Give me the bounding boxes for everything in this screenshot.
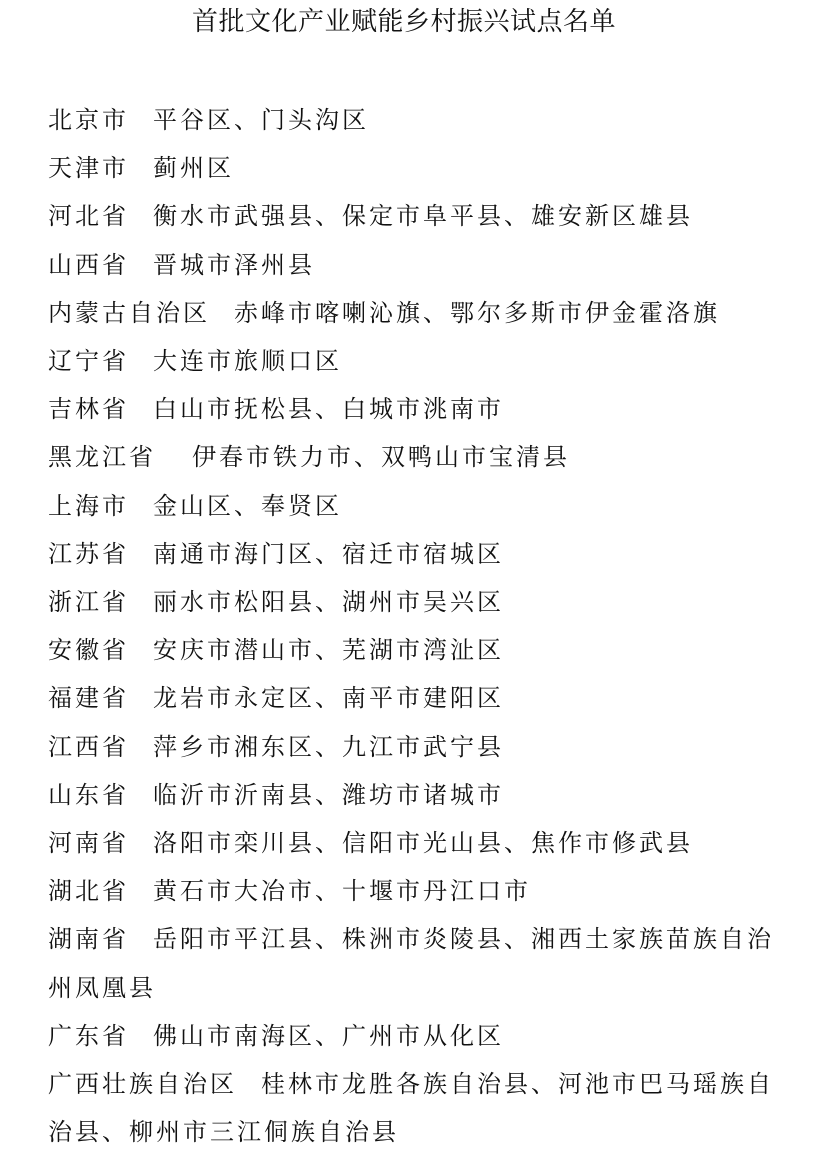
- list-item: [48, 96, 788, 144]
- pilot-places: 平谷区、门头沟区: [153, 106, 369, 134]
- pilot-places: 萍乡市湘东区、九江市武宁县: [153, 732, 504, 761]
- list-item: [48, 626, 788, 674]
- pilot-places: 安庆市潜山市、芜湖市湾沚区: [153, 636, 504, 665]
- pilot-places: 岳阳市平江县、株洲市炎陵县、湘西土家族苗族自治州凤凰县: [48, 925, 774, 1002]
- pilot-places: 佛山市南海区、广州市从化区: [153, 1021, 504, 1050]
- province-name: 湖北省: [48, 877, 129, 906]
- province-name: 河南省: [48, 829, 129, 858]
- province-name: 浙江省: [48, 588, 129, 617]
- province-name: 安徽省: [48, 636, 129, 665]
- province-name: 河北省: [48, 202, 129, 231]
- list-item: [48, 144, 788, 192]
- province-name: 吉林省: [48, 395, 129, 424]
- pilot-list: [48, 96, 788, 1156]
- province-name: 上海市: [48, 491, 129, 520]
- list-item: [48, 674, 788, 722]
- province-name: 山东省: [48, 780, 129, 809]
- pilot-places: 金山区、奉贤区: [153, 491, 342, 520]
- province-name: 江西省: [48, 732, 129, 761]
- list-item: [48, 289, 788, 337]
- province-name: 辽宁省: [48, 347, 129, 376]
- pilot-places: 龙岩市永定区、南平市建阳区: [153, 684, 504, 713]
- province-name: 黑龙江省: [48, 443, 156, 472]
- page-title: 首批文化产业赋能乡村振兴试点名单: [191, 7, 616, 37]
- pilot-places: 蓟州区: [153, 154, 234, 183]
- list-item: [48, 915, 788, 1011]
- list-item: [48, 819, 788, 867]
- province-name: 广东省: [48, 1021, 129, 1050]
- list-item: [48, 192, 788, 240]
- province-name: 内蒙古自治区: [48, 298, 210, 327]
- list-item: [48, 530, 788, 578]
- province-name: 广西壮族自治区: [48, 1070, 237, 1099]
- pilot-places: 临沂市沂南县、潍坊市诸城市: [153, 780, 504, 809]
- province-name: 湖南省: [48, 925, 129, 954]
- list-item: [48, 1012, 788, 1060]
- province-name: 山西省: [48, 250, 129, 279]
- list-item: [48, 385, 788, 433]
- pilot-places: 洛阳市栾川县、信阳市光山县、焦作市修武县: [153, 829, 693, 858]
- list-item: [48, 867, 788, 915]
- pilot-places: 南通市海门区、宿迁市宿城区: [153, 539, 504, 568]
- pilot-places: 黄石市大冶市、十堰市丹江口市: [153, 877, 531, 906]
- list-item: [48, 1060, 788, 1156]
- pilot-places: 伊春市铁力市、双鸭山市宝清县: [192, 443, 570, 472]
- list-item: [48, 337, 788, 385]
- pilot-places: 晋城市泽州县: [153, 250, 315, 279]
- pilot-places: 桂林市龙胜各族自治县、河池市巴马瑶族自治县、柳州市三江侗族自治县: [48, 1070, 774, 1147]
- list-item: [48, 482, 788, 530]
- pilot-places: 大连市旅顺口区: [153, 347, 342, 376]
- list-item: [48, 241, 788, 289]
- list-item: [48, 771, 788, 819]
- province-name: 江苏省: [48, 539, 129, 568]
- pilot-places: 白山市抚松县、白城市洮南市: [153, 395, 504, 424]
- list-item: [48, 433, 788, 481]
- province-name: 天津市: [48, 154, 129, 183]
- list-item: [48, 723, 788, 771]
- pilot-places: 赤峰市喀喇沁旗、鄂尔多斯市伊金霍洛旗: [234, 298, 720, 327]
- pilot-places: 衡水市武强县、保定市阜平县、雄安新区雄县: [153, 202, 693, 231]
- province-name: 北京市: [48, 106, 129, 134]
- list-item: [48, 578, 788, 626]
- pilot-places: 丽水市松阳县、湖州市吴兴区: [153, 588, 504, 617]
- province-name: 福建省: [48, 684, 129, 713]
